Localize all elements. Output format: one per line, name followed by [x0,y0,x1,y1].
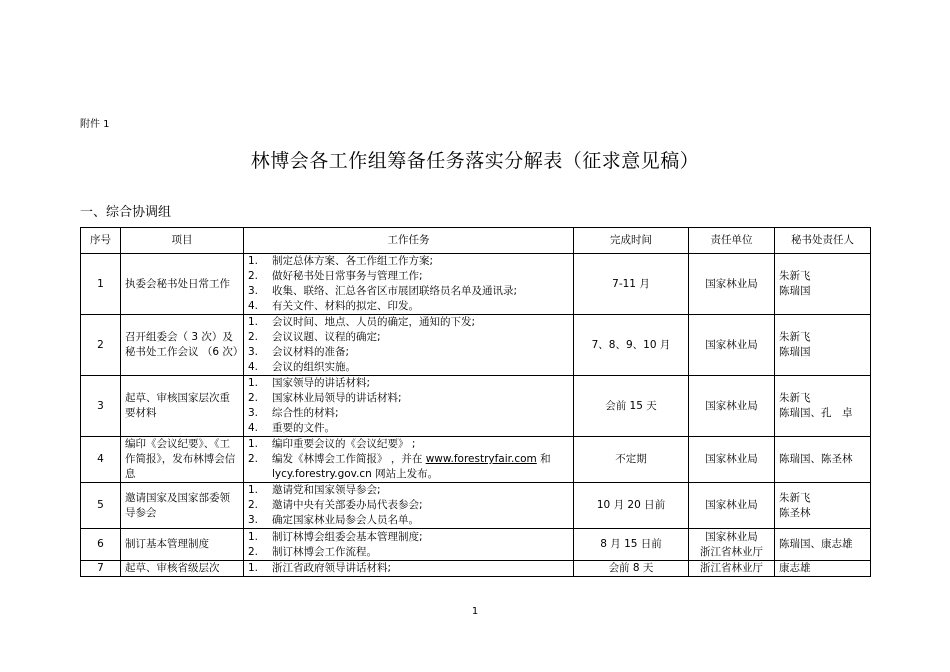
task-text: 制订林博会工作流程。 [272,545,377,558]
task-number: 4. [248,361,259,373]
row-project: 执委会秘书处日常工作 [121,254,244,315]
task-text-after: 和 lycy.forestry.gov.cn 网站上发布。 [272,453,551,480]
row-project: 召开组委会（ 3 次）及秘书处工作会议 （6 次） [121,315,244,376]
row-person: 陈瑞国、康志雄 [775,529,871,561]
task-number: 3. [248,285,259,297]
row-person: 康志雄 [775,561,871,577]
row-time: 7-11 月 [574,254,689,315]
table-row [81,376,871,437]
task-text: 会议议题、议程的确定; [272,331,381,343]
task-text-wrap [272,530,569,545]
task-text-wrap [272,437,569,452]
task-text: 制订林博会组委会基本管理制度; [272,530,423,543]
row-unit: 国家林业局 [689,376,775,437]
header-project: 项目 [121,228,244,254]
task-item [248,269,569,284]
row-unit: 国家林业局 浙江省林业厅 [689,529,775,561]
task-list [248,530,569,560]
task-item [248,498,569,513]
task-text: 制定总体方案、各工作组工作方案; [272,255,434,267]
table-row [81,254,871,315]
task-list [248,376,569,436]
task-text-wrap [272,254,569,269]
page-number: 1 [471,606,479,617]
header-unit: 责任单位 [689,228,775,254]
task-text: 邀请党和国家领导参会; [272,484,381,496]
table-row [81,483,871,529]
task-item [248,360,569,375]
header-time: 完成时间 [574,228,689,254]
task-number: 1. [248,562,259,574]
row-seq: 7 [81,561,121,577]
table-row [81,561,871,577]
task-number: 4. [248,300,259,312]
row-tasks [244,315,574,376]
task-text-wrap [272,391,569,406]
row-time: 8 月 15 日前 [574,529,689,561]
task-text: 收集、联络、汇总各省区市展团联络员名单及通讯录; [272,285,518,297]
task-number: 1. [248,316,259,328]
task-number: 1. [248,255,259,267]
website-link[interactable]: www.forestryfair.com [425,453,537,465]
task-text-wrap [272,345,569,360]
task-text-wrap [272,545,569,560]
row-project: 起草、审核省级层次 [121,561,244,577]
row-seq: 3 [81,376,121,437]
row-unit: 国家林业局 [689,483,775,529]
task-text-wrap [272,421,569,436]
task-item [248,561,569,576]
row-seq: 5 [81,483,121,529]
row-project: 制订基本管理制度 [121,529,244,561]
task-list [248,315,569,375]
task-item [248,437,569,452]
task-number: 2. [248,331,259,343]
task-item [248,284,569,299]
task-text-wrap [272,376,569,391]
task-text-wrap [272,360,569,375]
task-text: 会议的组织实施。 [272,361,356,373]
task-text: 浙江省政府领导讲话材料; [272,562,392,574]
row-tasks [244,437,574,483]
task-text: 编发《林博会工作简报》 ，并在 [272,453,426,465]
task-text-wrap [272,452,569,482]
row-unit: 浙江省林业厅 [689,561,775,577]
task-text-wrap [272,483,569,498]
row-tasks [244,483,574,529]
task-number: 2. [248,453,259,465]
task-number: 4. [248,422,259,434]
row-tasks [244,254,574,315]
task-text: 国家林业局领导的讲话材料; [272,392,402,404]
header-tasks: 工作任务 [244,228,574,254]
row-unit: 国家林业局 [689,315,775,376]
table-row [81,529,871,561]
task-list [248,561,569,576]
task-table [80,227,871,577]
task-item [248,452,569,482]
row-person: 陈瑞国、陈圣林 [775,437,871,483]
task-number: 1. [248,530,259,543]
task-item [248,254,569,269]
task-item [248,345,569,360]
task-text: 邀请中央有关部委办局代表参会; [272,499,423,511]
row-person: 朱新飞 陈瑞国 [775,315,871,376]
task-item [248,376,569,391]
row-time: 7、8、9、10 月 [574,315,689,376]
task-number: 1. [248,438,259,450]
task-item [248,421,569,436]
task-text-wrap [272,269,569,284]
task-text-wrap [272,406,569,421]
row-seq: 6 [81,529,121,561]
task-number: 2. [248,270,259,282]
task-item [248,330,569,345]
task-number: 3. [248,514,259,526]
row-tasks [244,529,574,561]
task-item [248,513,569,528]
row-seq: 2 [81,315,121,376]
task-number: 2. [248,545,259,558]
task-number: 2. [248,499,259,511]
task-number: 1. [248,484,259,496]
row-project: 起草、审核国家层次重要材料 [121,376,244,437]
table-row [81,315,871,376]
row-unit: 国家林业局 [689,254,775,315]
task-item [248,391,569,406]
task-text-wrap [272,561,569,576]
task-number: 3. [248,346,259,358]
task-text-wrap [272,513,569,528]
task-item [248,530,569,545]
task-text-wrap [272,284,569,299]
task-list [248,483,569,528]
table-row [81,437,871,483]
row-person: 朱新飞 陈瑞国 [775,254,871,315]
task-number: 1. [248,377,259,389]
task-item [248,545,569,560]
task-text-wrap [272,498,569,513]
header-seq: 序号 [81,228,121,254]
task-item [248,299,569,314]
task-number: 2. [248,392,259,404]
row-project: 编印《会议纪要》、《工作简报》，发布林博会信息 [121,437,244,483]
header-person: 秘书处责任人 [775,228,871,254]
row-time: 会前 15 天 [574,376,689,437]
row-time: 10 月 20 日前 [574,483,689,529]
task-text: 有关文件、材料的拟定、印发。 [272,300,419,312]
task-text: 确定国家林业局参会人员名单。 [272,514,419,526]
row-seq: 4 [81,437,121,483]
task-text-wrap [272,315,569,330]
task-item [248,406,569,421]
row-person: 朱新飞 陈圣林 [775,483,871,529]
row-project: 邀请国家及国家部委领导参会 [121,483,244,529]
row-person: 朱新飞 陈瑞国、孔 卓 [775,376,871,437]
row-seq: 1 [81,254,121,315]
task-text: 综合性的材料; [272,407,339,419]
section-title: 一、综合协调组 [80,205,172,220]
row-tasks [244,376,574,437]
task-item [248,315,569,330]
task-text: 国家领导的讲话材料; [272,377,371,389]
task-item [248,483,569,498]
task-text-wrap [272,299,569,314]
task-text: 重要的文件。 [272,422,335,434]
task-number: 3. [248,407,259,419]
row-unit: 国家林业局 [689,437,775,483]
task-text: 会议时间、地点、人员的确定，通知的下发; [272,316,476,328]
task-text-wrap [272,330,569,345]
task-text: 做好秘书处日常事务与管理工作; [272,270,423,282]
task-list [248,254,569,314]
table-header-row [81,228,871,254]
table-body [81,254,871,577]
task-list [248,437,569,482]
row-time: 会前 8 天 [574,561,689,577]
row-tasks [244,561,574,577]
row-time: 不定期 [574,437,689,483]
task-text: 编印重要会议的《会议纪要》 ; [272,438,416,450]
attachment-label: 附件 1 [80,119,110,130]
task-text: 会议材料的准备; [272,346,350,358]
document-title: 林博会各工作组筹备任务落实分解表（征求意见稿） [250,150,700,172]
